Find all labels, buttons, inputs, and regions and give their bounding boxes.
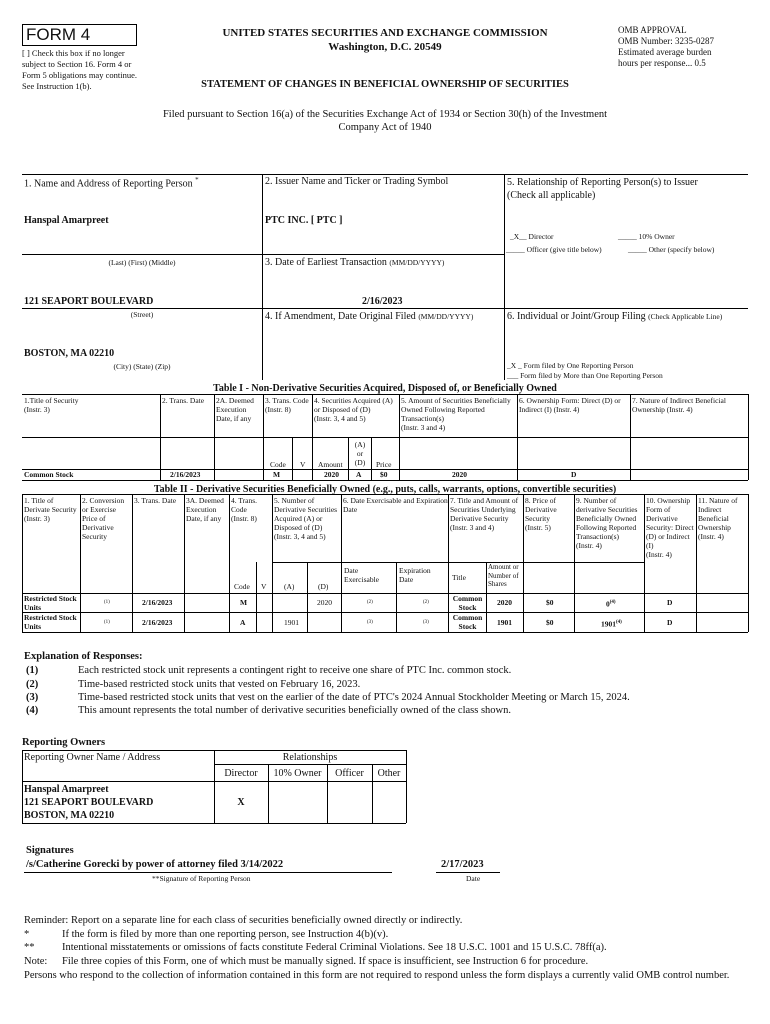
issuer-name: PTC INC. [ PTC ] [265,215,343,226]
explanation-title: Explanation of Responses: [24,651,143,662]
box2-rule [262,254,504,255]
t1-h-acquired: 4. Securities Acquired (A) or Disposed of (D) (Instr. 3, 4 and 5) [314,396,393,423]
table1-title: Table I - Non-Derivative Securities Acquired, Disposed of, or Beneficially Owned [213,383,557,394]
explanation-num: (1) [26,665,39,676]
t2-sub-code: Code [234,582,250,591]
t1-col-line [160,394,161,480]
table1-top [22,394,748,395]
t1-sub-price: Price [376,460,392,469]
owners-title: Reporting Owners [22,737,106,748]
t2-h-code: 4. Trans. Code (Instr. 8) [231,496,258,523]
t2-h-underlying: 7. Title and Amount of Securities Underlying Derivative Security (Instr. 3 and 4) [450,496,519,532]
explanation-text: Time-based restricted stock units that vested on February 16, 2023. [78,679,361,690]
explanation-num: (2) [26,679,39,690]
t2-col-line [80,494,81,632]
owners-col-name: Reporting Owner Name / Address [24,752,161,763]
signature-date: 2/17/2023 [441,859,484,870]
t2-sub-line [396,562,397,632]
signature-rule [24,872,392,873]
t1-row-title: Common Stock [24,470,74,479]
t2-row-code: M [240,598,248,607]
t1-row-date: 2/16/2023 [170,470,201,479]
table2-bottom [22,632,748,633]
t2-row-conv: (1) [104,620,110,625]
t2-h-deemed: 3A. Deemed Execution Date, if any [186,496,224,523]
t2-row-conv: (1) [104,600,110,605]
name-rule [22,254,262,255]
t1-h-deemed: 2A. Deemed Execution Date, if any [216,396,254,423]
ten-percent-owner-checkbox[interactable]: _____ 10% Owner [618,232,675,241]
t2-h-number: 5. Number of Derivative Securities Acquired (A) or Disposed of (D) (Instr. 3, 4 and 5) [274,496,338,541]
director-checkbox[interactable]: _X__ Director [510,232,554,241]
explanation-text: This amount represents the total number of derivative securities beneficially owned of the class shown. [78,705,511,716]
t1-sub-line [371,437,372,480]
signer-name: /s/Catherine Gorecki by power of attorney filed 3/14/2022 [26,859,284,870]
persons-text: Persons who respond to the collection of information contained in this form are not required to respond unless the form displays a currently valid OMB control number. [24,970,730,981]
t2-row-price: $0 [546,618,554,627]
t1-col-line [748,394,749,480]
t2-h-form: 10. Ownership Form of Derivative Security: Direct (D) or Indirect (I) (Instr. 4) [646,496,694,559]
t2-col-line [229,494,230,632]
t2-col-line [22,494,23,632]
t2-sub-expiration: Expiration Date [399,566,431,584]
owner-director-mark: X [237,797,245,808]
t2-row-title: Restricted Stock Units [24,594,77,612]
filed-pursuant: Filed pursuant to Section 16(a) of the Securities Exchange Act of 1934 or Section 30(h) of the Investment Company Act of 1940 [162,109,608,133]
t2-sub-d: (D) [318,582,329,591]
t2-row-owned: 1901$^{(4)}$ [601,619,622,629]
owners-rel-rule [214,764,406,765]
t1-col-line [399,394,400,480]
section-divider-2 [504,174,505,380]
t2-h-nature: 11. Nature of Indirect Beneficial Ownership (Instr. 4) [698,496,738,541]
t1-sub-v: V [300,460,306,469]
t2-row-uamount: 2020 [497,598,512,607]
explanation-num: (4) [26,705,39,716]
signer-caption: **Signature of Reporting Person [152,874,251,883]
reporting-name: Hanspal Amarpreet [24,215,109,226]
t1-col-line [630,394,631,480]
reporting-city: BOSTON, MA 02210 [24,348,115,359]
t1-col-line [517,394,518,480]
t1-row-owned: 2020 [452,470,467,479]
t2-sub-exercisable: Date Exercisable [344,566,379,584]
t2-sub-line [256,562,257,632]
t2-row-uamount: 1901 [497,618,512,627]
t2-col-line [696,494,697,632]
owners-col-line [22,750,23,823]
t2-row-utitle: Common Stock [452,594,483,612]
t1-row-amount: 2020 [324,470,339,479]
t1-row-form: D [571,470,577,479]
t1-h-form: 6. Ownership Form: Direct (D) or Indirect (I) (Instr. 4) [519,396,621,414]
form-title: FORM 4 [26,25,91,44]
t2-sub-a: (A) [284,582,295,591]
city-hint: (City) (State) (Zip) [113,362,171,371]
date-rule [436,872,500,873]
more-person-checkbox[interactable]: ___ Form filed by More than One Reporting Person [507,371,663,380]
t1-h-amount: 5. Amount of Securities Beneficially Owned Following Reported Transaction(s) (Instr. 3 and 4) [401,396,511,432]
note-mark: Note: [24,956,48,967]
t2-col-line [132,494,133,632]
name-hint: (Last) (First) (Middle) [108,258,176,267]
t2-col-line [574,494,575,632]
box3-label: 3. Date of Earliest Transaction (MM/DD/YYYY) [265,257,445,268]
t1-col-line [214,394,215,480]
t2-row-exer: (2) [367,600,373,605]
t2-row-date: 2/16/2023 [142,618,173,627]
t2-h-exercisable: 6. Date Exercisable and Expiration Date [343,496,448,514]
reporting-street: 121 SEAPORT BOULEVARD [24,296,154,307]
owners-bottom [22,823,406,824]
date-caption: Date [466,874,481,883]
table2-title: Table II - Derivative Securities Beneficially Owned (e.g., puts, calls, warrants, options, convertible securities) [153,484,617,495]
t2-sub-v: V [261,582,267,591]
owners-col-officer: Officer [335,768,364,779]
box5-label: 5. Relationship of Reporting Person(s) to Issuer (Check all applicable) [507,177,698,201]
t2-row-exp: (3) [423,620,429,625]
omb-approval [618,25,763,69]
box4-label: 4. If Amendment, Date Original Filed (MM/DD/YYYY) [265,311,474,322]
explanation-text: Each restricted stock unit represents a contingent right to receive one share of PTC Inc. common stock. [78,665,512,676]
earliest-date: 2/16/2023 [362,296,403,307]
t2-row-title: Restricted Stock Units [24,613,77,631]
explanation-num: (3) [26,692,39,703]
owners-col-director: Director [224,768,258,779]
t2-row-code: A [240,618,246,627]
t2-sub-line [307,562,308,632]
agency-location: Washington, D.C. 20549 [328,41,442,53]
owner-city: BOSTON, MA 02210 [24,810,115,821]
t2-row-exer: (3) [367,620,373,625]
reminder-text: Reminder: Report on a separate line for each class of securities beneficially owned directly or indirectly. [24,915,463,926]
star2-mark: ** [24,942,35,953]
star1-text: If the form is filed by more than one reporting person, see Instruction 4(b)(v). [62,929,389,940]
owners-col-other: Other [377,768,401,779]
t2-sub-title: Title [452,573,466,582]
t2-row-form: D [667,618,673,627]
t2-col-line [341,494,342,632]
other-checkbox[interactable]: _____ Other (specify below) [628,245,715,254]
street-rule [22,308,748,309]
t1-col-line [312,394,313,480]
t2-sub-amount: Amount or Number of Shares [488,563,519,588]
box2-label: 2. Issuer Name and Ticker or Trading Symbol [265,176,449,187]
box1-label: 1. Name and Address of Reporting Person * [24,176,199,190]
omb-burden: Estimated average burden [618,47,712,57]
t1-sub-code: Code [270,460,286,469]
t2-row-date: 2/16/2023 [142,598,173,607]
t1-h-nature: 7. Nature of Indirect Beneficial Ownership (Instr. 4) [632,396,726,414]
t1-row-aord: A [356,470,362,479]
officer-checkbox[interactable]: _____ Officer (give title below) [506,245,602,254]
table2-header-bottom [22,593,748,594]
statement-title: STATEMENT OF CHANGES IN BENEFICIAL OWNERSHIP OF SECURITIES [201,79,569,90]
star2-text: Intentional misstatements or omissions of facts constitute Federal Criminal Violations. See 18 U.S.C. 1001 and 15 U.S.C. 78ff(a). [62,942,607,953]
signatures-title: Signatures [26,845,74,856]
t1-sub-line [292,437,293,480]
t2-col-line [644,494,645,632]
t1-row-price: $0 [380,470,388,479]
t2-h-title: 1. Title of Derivate Security (Instr. 3) [24,496,77,523]
owners-col-line [406,750,407,823]
t1-h-title: 1.Title of Security (Instr. 3) [24,396,79,414]
t2-col-line [748,494,749,632]
owner-name: Hanspal Amarpreet [24,784,109,795]
note-text: File three copies of this Form, one of which must be manually signed. If space is insufficient, see Instruction 6 for procedure. [62,956,589,967]
street-hint: (Street) [130,310,154,319]
t2-h-conversion: 2. Conversion or Exercise Price of Derivative Security [82,496,125,541]
table1-bottom [22,480,748,481]
owner-street: 121 SEAPORT BOULEVARD [24,797,154,808]
t2-col-line [184,494,185,632]
no-longer-subject-checkbox[interactable]: [ ] Check this box if no longer subject to Section 16. Form 4 or Form 5 obligations may continue. See Instruction 1(b). [22,48,137,91]
t2-h-date: 3. Trans. Date [134,496,177,505]
t1-col-line [263,394,264,480]
section-top-rule [22,174,748,175]
t2-row-price: $0 [546,598,554,607]
table2-row-divider [22,612,748,613]
table2-top [22,494,748,495]
t2-row-form: D [667,598,673,607]
t2-h-owned: 9. Number of derivative Securities Beneficially Owned Following Reported Transaction(s) (Instr. 4) [576,496,638,550]
t2-row-utitle: Common Stock [452,613,483,631]
form-title-box [22,24,137,46]
explanation-text: Time-based restricted stock units that vest on the earlier of the date of PTC's 2024 Annual Stockholder Meeting or March 15, 2024. [78,692,630,703]
t2-col-line [272,494,273,632]
t1-row-code: M [273,470,281,479]
box6-label: 6. Individual or Joint/Group Filing (Check Applicable Line) [507,311,723,322]
agency-name: UNITED STATES SECURITIES AND EXCHANGE COMMISSION [222,27,548,39]
table2-sub-top [272,562,644,563]
t2-row-owned: 0$^{(4)}$ [606,599,616,609]
t2-h-price: 8. Price of Derivative Security (Instr. 5) [525,496,557,532]
t2-row-a: 1901 [284,618,299,627]
t1-h-code: 3. Trans. Code (Instr. 8) [265,396,309,414]
section-divider-1 [262,174,263,380]
t2-row-exp: (2) [423,600,429,605]
one-person-checkbox[interactable]: _X _ Form filed by One Reporting Person [507,361,634,370]
t2-sub-line [486,562,487,632]
t2-row-d: 2020 [317,598,332,607]
t1-sub-aord: (A) or (D) [354,440,366,467]
omb-hours: hours per response... 0.5 [618,58,706,68]
omb-number: OMB Number: 3235-0287 [618,36,714,46]
omb-title: OMB APPROVAL [618,25,687,35]
t1-h-date: 2. Trans. Date [162,396,205,405]
star1-mark: * [24,929,30,940]
owners-col-ten-pct: 10% Owner [273,768,322,779]
t1-sub-amount: Amount [318,460,343,469]
owners-col-relationships: Relationships [282,752,338,763]
table1-header-bottom [22,437,748,438]
